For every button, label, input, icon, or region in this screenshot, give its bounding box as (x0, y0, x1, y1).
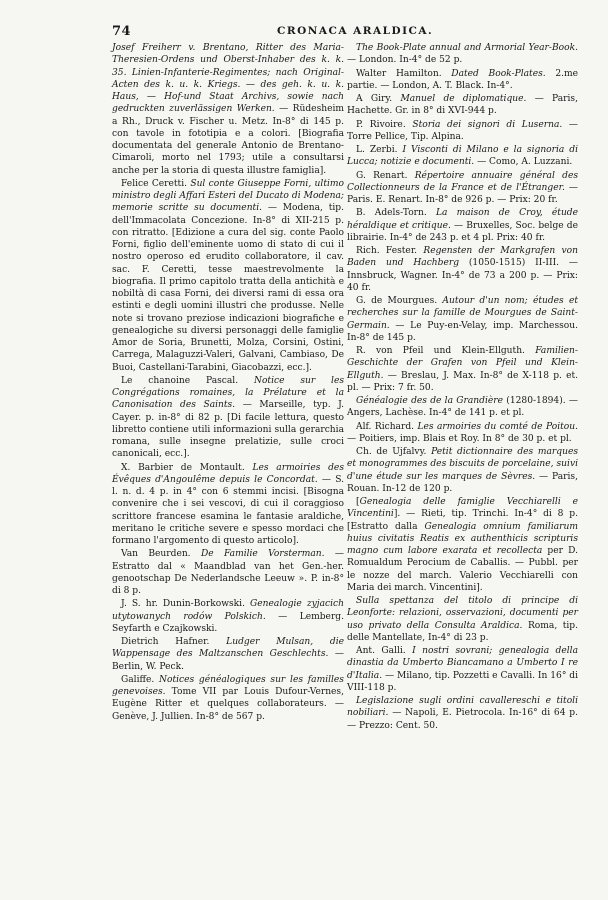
entry-text: — Napoli, E. Pietrocola. In-16° di 64 p. — Prezzo: Cent. 50. (347, 708, 578, 731)
entry-text: — Paris, Rouan. In-12 de 120 p. (347, 471, 578, 494)
entry-text: J. S. hr. Dunin-Borkowski. (121, 599, 251, 610)
entry-title-text: Autour d'un nom; études et recherches sur la famille de Mourgues de Saint-Germain. (347, 296, 578, 331)
entry-text: — Berlin, W. Peck. (112, 649, 344, 672)
entry-text: — Paris, Hachette. Gr. in 8° di XVI-944 p. (347, 94, 578, 117)
running-head: CRONACA ARALDICA. (277, 25, 434, 37)
right-column (347, 42, 578, 733)
entry-text: Roma, tip. delle Mantellate, In-4° di 23 p. (347, 620, 578, 643)
bibliography-entry (347, 645, 578, 694)
entry-text: — Lemberg. Seyfarth e Czajkowski. (112, 611, 345, 634)
entry-text: 2.me partie. — London, A. T. Black. In-4°. (347, 68, 578, 91)
entry-text: (1050-1515) II-III. — Innsbruck, Wagner. In-4° de 73 a 200 p. — Prix: 40 fr. (347, 258, 578, 293)
bibliography-entry (347, 207, 578, 244)
entry-text: Walter Hamilton. (356, 68, 452, 79)
bibliography-entry (347, 345, 578, 394)
bibliography-entry (347, 595, 578, 644)
bibliography-entry (112, 375, 344, 461)
entry-text: — Rüdesheim a Rh., Druck v. Fischer u. Metz. In-8° di 145 p. con tavole in fototipia e a colori. [Biografia documentata del generale Antonio de Brentano-Cimaroli, morto nel 1793; utile a consultarsi anche per la storia di questa illustre famiglia]. (112, 104, 344, 176)
entry-text: Felice Ceretti. (121, 178, 191, 189)
entry-title-text: I Visconti di Milano e la signoria di Lucca; notizie e documenti. (347, 145, 578, 168)
entry-text: — Milano, tip. Pozzetti e Cavalli. In 16° di VIII-118 p. (347, 670, 578, 693)
entry-text: — Poitiers, imp. Blais et Roy. In 8° de 30 p. et pl. (347, 433, 572, 444)
entry-title-text: Storia dei signori di Luserna. (412, 119, 563, 130)
entry-title-text: Notice sur les Congrégations romaines, la Prélature et la Canonisation des Saints. (112, 375, 345, 411)
entry-text: [ (356, 497, 360, 507)
entry-title-text: Legislazione sugli ordini cavallereschi e titoli nobiliari. (347, 696, 578, 719)
bibliography-entry (112, 674, 344, 723)
entry-text: — Bruxelles, Soc. belge de librairie. In-4° de 243 p. et 4 pl. Prix: 40 fr. (347, 220, 578, 243)
entry-text: — London. In-4° de 52 p. (347, 55, 463, 66)
bibliography-entry (347, 170, 578, 207)
entry-title-text: Les armoiries des Évêques d'Angoulême depuis le Concordat. (112, 462, 344, 485)
entry-text: Galiffe. (121, 674, 160, 685)
entry-title-text: Répertoire annuaire général des Collectionneurs de la France et de l'Étranger. (347, 170, 578, 193)
entry-title-text: Sul conte Giuseppe Forni, ultimo ministro degli Affari Esteri del Ducato di Modena; memorie scritte su documenti. (112, 178, 344, 214)
entry-text: Rich. Fester. (356, 246, 424, 256)
entry-title-text: Manuel de diplomatique. (400, 94, 527, 104)
entry-title-text: Josef Freiherr v. Brentano, Ritter des Maria-Theresien-Ordens und Oberst-Inhaber des k. k. 35. Linien-Infanterie-Regimentes; nach Original-Acten des k. u. k. Kriegs. — des geh. k. u. k. Haus, — Hof-und Staat Archivs, sowie nach gedruckten zuverlässigen Werken. (112, 43, 344, 115)
entry-text: Alf. Richard. (356, 421, 418, 432)
entry-text: B. Adels-Torn. (356, 208, 436, 219)
entry-title-text: Sulla spettanza del titolo di principe di Leonforte: relazioni, osservazioni, documenti per uso privato della Consulta Araldica. (347, 596, 578, 631)
bibliography-entry (347, 93, 578, 118)
entry-title-text: La maison de Croy, étude héraldique et critique. (347, 208, 578, 231)
entry-title-text: Dated Book-Plates. (451, 68, 546, 79)
entry-title-text: Notices généalogiques sur les familles genevoises. (112, 674, 344, 697)
entry-title-text: I nostri sovrani; genealogia della dinastia da Umberto Biancamano a Umberto I re d'Italia. (347, 646, 578, 681)
entry-text: — Le Puy-en-Velay, imp. Marchessou. In-8° de 145 p. (347, 320, 578, 343)
entry-title-text: Les armoiries du comté de Poitou. (417, 421, 578, 432)
entry-title-text: The Book-Plate annual and Armorial Year-Book. (356, 43, 578, 53)
entry-title-text: Familien-Geschichte der Grafen von Pfeil und Klein-Ellguth. (347, 346, 578, 381)
bibliography-entry (347, 421, 578, 446)
bibliography-entry (112, 462, 344, 548)
entry-text: ]. — Rieti, tip. Trinchi. In-4° di 8 p. [Estratto dalla (347, 509, 578, 532)
entry-text: — S. l. n. d. 4 p. in 4° con 6 stemmi incisi. [Bisogna convenire che i sei vescovi, di cui il coraggioso scrittore francese esamina le fantasie araldiche, meritano le critiche severe e spesso mordaci che formano l'argomento di questo articolo]. (112, 474, 344, 546)
entry-text: — Torre Pellice, Tip. Alpina. (347, 119, 579, 142)
entry-title-text: Genealogia omnium familiarum huius civitatis Reatis ex authenthicis scripturis magno cum labore exarata et recollecta (347, 521, 578, 556)
entry-text: R. von Pfeil und Klein-Ellguth. (356, 346, 536, 356)
entry-text: Tome VII par Louis Dufour-Vernes, Eugène Ritter et quelques collaborateurs. — Genève, J. Jullien. In-8° de 567 p. (112, 687, 344, 722)
entry-text: per D. Romualdum Perocium de Caballis. — Pubbl. per le nozze del march. Valerio Vecchiarelli con Maria dei march. Vincentini]. (347, 546, 578, 593)
entry-text: Ant. Galli. (356, 646, 413, 656)
bibliography-entry (347, 395, 578, 420)
entry-title-text: Généalogie des de la Grandière (356, 396, 504, 406)
page-header (112, 24, 577, 40)
entry-text: Le chanoine Pascal. (121, 375, 254, 386)
entry-title-text: Genealogie zyjacich utytowanych rodów Polskich. (112, 599, 344, 622)
entry-text: P. Rivoire. (356, 119, 413, 130)
entry-text: A Giry. (356, 94, 401, 104)
entry-text: G. de Mourgues. (356, 296, 443, 306)
entry-text: X. Barbier de Montault. (121, 462, 253, 473)
entry-title-text: Regensten der Markgrafen von Baden und Hachberg (347, 246, 578, 269)
page-number: 74 (112, 24, 132, 39)
bibliography-entry (347, 42, 578, 67)
bibliography-entry (347, 245, 578, 294)
entry-title-text: Ludger Mulsan, die Wappensage des Maltzanschen Geschlechts. (112, 637, 344, 660)
entry-text: — Como, A. Luzzani. (474, 157, 573, 168)
bibliography-entry (347, 144, 578, 169)
bibliography-entry (112, 178, 344, 374)
entry-text: L. Zerbi. (356, 145, 403, 155)
entry-text: (1280-1894). — Angers, Lachèse. In-4° de 141 p. et pl. (347, 396, 578, 419)
bibliography-entry (347, 119, 578, 144)
left-column (112, 42, 344, 724)
entry-text: — Estratto dal « Maandblad van het Gen.-her. genootschap De Nederlandsche Leeuw ». P. in-8° di 8 p. (112, 549, 344, 596)
bibliography-entry (112, 598, 344, 635)
bibliography-entry (347, 695, 578, 732)
entry-text: G. Renart. (356, 170, 415, 181)
entry-text: — Marseille, typ. J. Cayer. p. in-8° di 82 p. [Di facile lettura, questo libretto contiene utili informazioni sulla gerarchia romana, sulle insegne prelatizie, sulle croci canonicali, ecc.]. (112, 400, 344, 460)
bibliography-entry (347, 68, 578, 93)
entry-text: Van Beurden. (121, 549, 201, 560)
bibliography-entry (112, 636, 344, 673)
entry-text: — Modena, tip. dell'Immacolata Concezione. In-8° di XII-215 p. con ritratto. [Edizione a cura del sig. conte Paolo Forni, figlio dell'eminente uomo di stato di cui il nostro operoso ed erudito collaboratore, il cav. sac. F. Ceretti, tesse maestrevolmente la biografia. Il primo capitolo tratta della antichità e nobiltà di casa Forni, dei diversi rami di essa ora estinti e degli uomini illustri che produsse. Nelle note si trovano preziose indicazioni biografiche e genealogiche su diversi personaggi delle famiglie Amor de Soria, Brunetti, Molza, Corsini, Ostini, Carrega, Malaguzzi-Valeri, Galvani, Cambiaso, De Buoi, Castellani-Tarabini, Giacobazzi, ecc.]. (112, 203, 344, 373)
bibliography-entry (347, 295, 578, 344)
entry-text: Dietrich Hafner. (121, 637, 227, 647)
entry-text: — Paris. E. Renart. In-8° de 926 p. — Prix: 20 fr. (347, 182, 578, 205)
bibliography-entry (112, 548, 344, 597)
entry-title-text: Petit dictionnaire des marques et monogrammes des biscuits de porcelaine, suivi d'une étude sur les marques de Sèvres. (347, 447, 578, 482)
entry-text: — Breslau, J. Max. In-8° de X-118 p. et. pl. — Prix: 7 fr. 50. (347, 370, 578, 393)
bibliography-entry (347, 446, 578, 495)
entry-title-text: De Familie Vorsterman. (200, 549, 325, 560)
entry-title-text: Genealogia delle famiglie Vecchiarelli e Vincentini (347, 497, 578, 520)
entry-text: Ch. de Ujfalvy. (356, 447, 432, 457)
bibliography-entry (112, 42, 344, 177)
bibliography-entry (347, 496, 578, 594)
